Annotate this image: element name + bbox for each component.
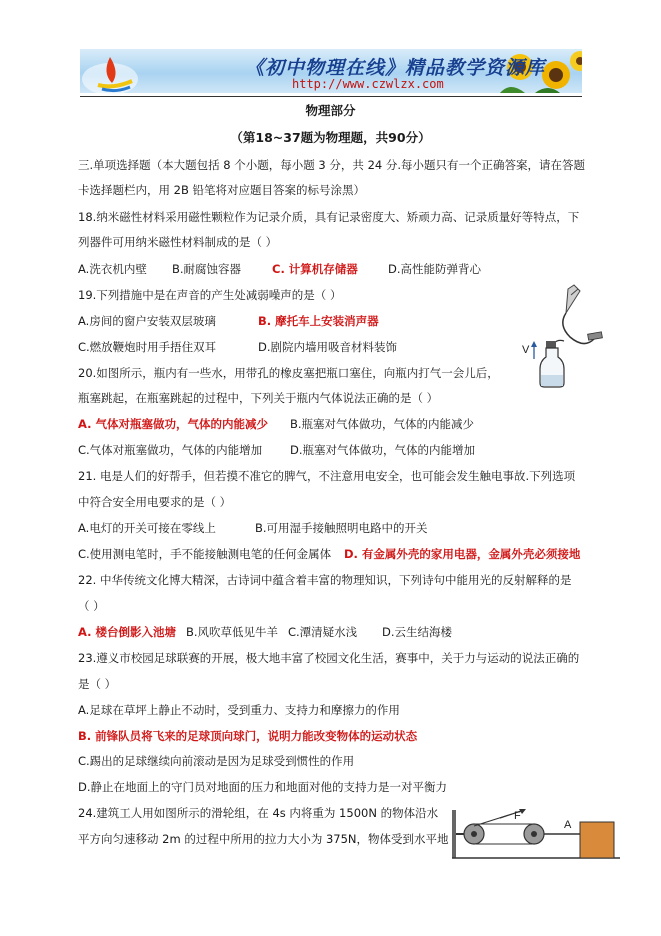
q18-option-c-answer: C. 计算机存储器 xyxy=(272,262,358,276)
q18-option-a: A.洗衣机内壁 xyxy=(78,262,147,276)
q20-option-a-answer: A. 气体对瓶塞做功，气体的内能减少 xyxy=(78,417,268,431)
section-instructions-line2: 卡选择题栏内，用 2B 铅笔将对应题目答案的标号涂黑） xyxy=(78,183,366,197)
q23-option-d: D.静止在地面上的守门员对地面的压力和地面对他的支持力是一对平衡力 xyxy=(78,780,448,794)
bottle-pump-figure xyxy=(518,283,608,389)
q20-option-d: D.瓶塞对气体做功，气体的内能增加 xyxy=(290,443,476,457)
q23-stem-line1: 23.遵义市校园足球联赛的开展，极大地丰富了校园文化生活，赛事中，关于力与运动的说法正确的 xyxy=(78,651,580,665)
q21-option-a: A.电灯的开关可接在零线上 xyxy=(78,521,216,535)
q21-stem-line1: 21. 电是人们的好帮手，但若摸不准它的脾气，不注意用电安全，也可能会发生触电事故.下列选项 xyxy=(78,469,576,483)
section-instructions-line1: 三.单项选择题（本大题包括 8 个小题，每小题 3 分，共 24 分.每小题只有一个正确答案，请在答题 xyxy=(78,158,586,172)
q19-option-b-answer: B. 摩托车上安装消声器 xyxy=(258,314,379,328)
q24-stem-line1: 24.建筑工人用如图所示的滑轮组，在 4s 内将重为 1500N 的物体沿水 xyxy=(78,806,439,820)
q22-stem-line1: 22. 中华传统文化博大精深，古诗词中蕴含着丰富的物理知识，下列诗句中能用光的反射解释的是 xyxy=(78,573,572,587)
page-title: 物理部分 xyxy=(305,103,356,118)
q21-stem-line2: 中符合安全用电要求的是（ ） xyxy=(78,495,232,509)
q20-stem-line1: 20.如图所示，瓶内有一些水，用带孔的橡皮塞把瓶口塞住，向瓶内打气一会儿后， xyxy=(78,366,499,380)
q20-stem-line2: 瓶塞跳起，在瓶塞跳起的过程中，下列关于瓶内气体说法正确的是（ ） xyxy=(78,391,439,405)
q21-option-d-answer: D. 有金属外壳的家用电器，金属外壳必须接地 xyxy=(344,547,581,561)
q22-option-a-answer: A. 楼台倒影入池塘 xyxy=(78,625,176,639)
q19-option-d: D.剧院内墙用吸音材料装饰 xyxy=(258,340,398,354)
q21-option-b: B.可用湿手接触照明电路中的开关 xyxy=(255,521,428,535)
force-label: F xyxy=(514,810,521,822)
q23-option-c: C.踢出的足球继续向前滚动是因为足球受到惯性的作用 xyxy=(78,754,355,768)
velocity-label: V xyxy=(522,344,530,356)
header-banner xyxy=(80,49,582,93)
wall-icon xyxy=(452,810,456,858)
q18-option-d: D.高性能防弹背心 xyxy=(388,262,482,276)
q21-option-c: C.使用测电笔时，手不能接触测电笔的任何金属体 xyxy=(78,547,332,561)
q23-stem-line2: 是（ ） xyxy=(78,677,117,691)
block-label: A xyxy=(564,819,572,831)
banner-divider xyxy=(80,96,582,97)
q22-stem-line2: （ ） xyxy=(78,599,105,613)
q20-option-b: B.瓶塞对气体做功，气体的内能减少 xyxy=(290,417,475,431)
q24-stem-line2: 平方向匀速移动 2m 的过程中所用的拉力大小为 375N，物体受到水平地 xyxy=(78,832,449,846)
q19-option-c: C.燃放鞭炮时用手捂住双耳 xyxy=(78,340,217,354)
rubber-stopper-icon xyxy=(546,341,556,348)
banner-url: http://www.czwlzx.com xyxy=(292,77,444,91)
q22-option-d: D.云生结海楼 xyxy=(382,625,453,639)
q22-option-b: B.风吹草低见牛羊 xyxy=(186,625,279,639)
q18-stem-line1: 18.纳米磁性材料采用磁性颗粒作为记录介质，具有记录密度大、矫顽力高、记录质量好等特点，下 xyxy=(78,210,580,224)
q18-option-b: B.耐腐蚀容器 xyxy=(172,262,242,276)
q19-stem: 19.下列措施中是在声音的产生处减弱噪声的是（ ） xyxy=(78,288,342,302)
q19-option-a: A.房间的窗户安装双层玻璃 xyxy=(78,314,216,328)
q20-option-c: C.气体对瓶塞做功，气体的内能增加 xyxy=(78,443,263,457)
page-subtitle: （第18~37题为物理题，共90分） xyxy=(230,130,431,145)
q22-option-c: C.潭清疑水浅 xyxy=(288,625,358,639)
banner-title: 《初中物理在线》精品教学资源库 xyxy=(245,57,546,79)
q23-option-b-answer: B. 前锋队员将飞来的足球顶向球门，说明力能改变物体的运动状态 xyxy=(78,729,418,743)
q18-stem-line2: 列器件可用纳米磁性材料制成的是（ ） xyxy=(78,235,278,249)
q23-option-a: A.足球在草坪上静止不动时，受到重力、支持力和摩擦力的作用 xyxy=(78,703,400,717)
pulley-system-figure xyxy=(452,808,622,862)
block-a-icon xyxy=(580,822,614,858)
